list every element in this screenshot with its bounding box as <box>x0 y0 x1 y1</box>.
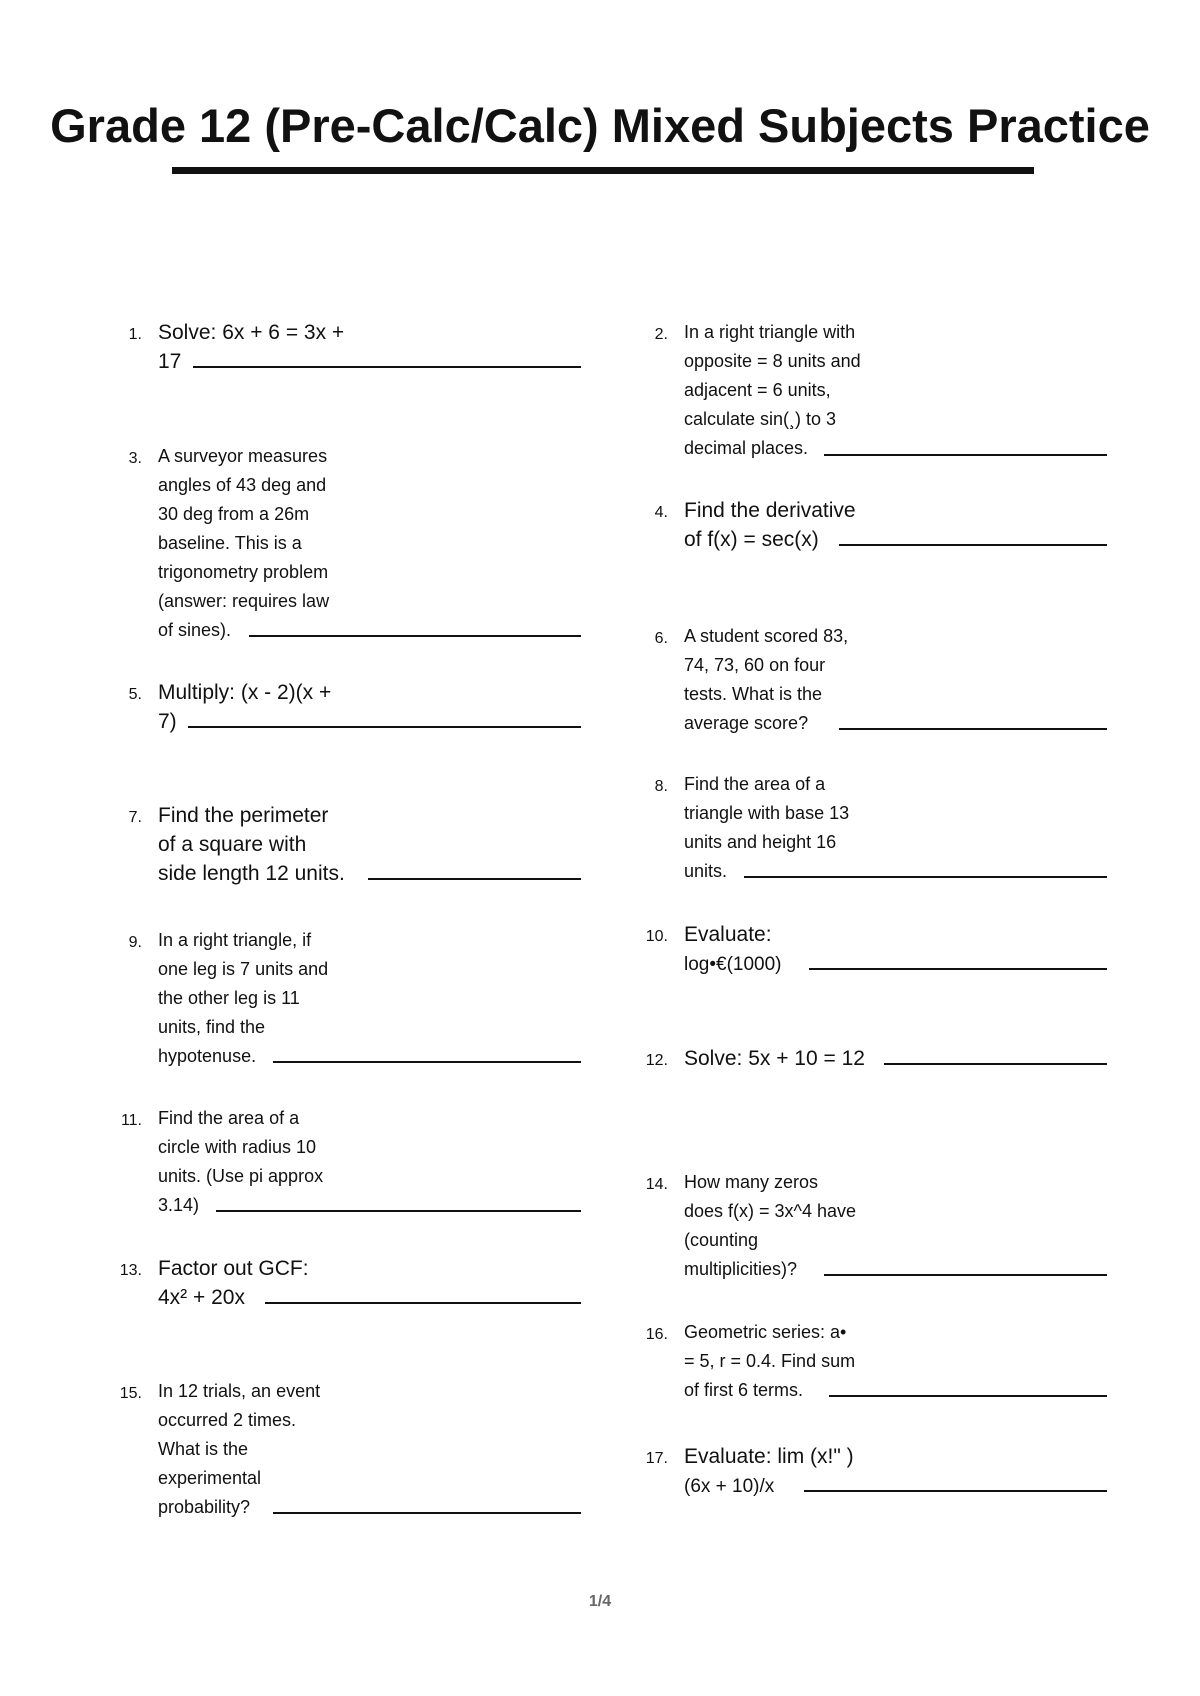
answer-blank[interactable] <box>273 1061 581 1063</box>
question-text-line: calculate sin(¸) to 3 <box>684 409 837 429</box>
question-13 <box>100 1254 591 1312</box>
question-text-line: decimal places. <box>684 438 809 458</box>
question-number: 16. <box>645 1326 668 1343</box>
question-12 <box>628 1044 1117 1075</box>
question-text-line: multiplicities)? <box>684 1259 798 1279</box>
answer-blank[interactable] <box>368 878 581 880</box>
question-text-line: (counting <box>684 1230 759 1250</box>
answer-blank[interactable] <box>839 544 1107 546</box>
page-indicator: 1/4 <box>588 1593 612 1610</box>
question-number: 3. <box>128 450 142 467</box>
question-text-line: Evaluate: <box>684 923 772 946</box>
question-17 <box>628 1442 1117 1501</box>
question-text-line: does f(x) = 3x^4 have <box>684 1201 857 1221</box>
answer-blank[interactable] <box>249 635 581 637</box>
question-number: 17. <box>645 1450 668 1467</box>
question-text-line: units. <box>684 861 728 881</box>
question-text-line: 74, 73, 60 on four <box>684 655 826 675</box>
question-text-line: opposite = 8 units and <box>684 351 861 371</box>
question-text-line: one leg is 7 units and <box>158 959 329 979</box>
answer-blank[interactable] <box>804 1490 1107 1492</box>
question-text-line: of first 6 terms. <box>684 1380 804 1400</box>
question-number: 8. <box>654 778 668 795</box>
question-text-line: of a square with <box>158 833 307 856</box>
question-text-line: 7) <box>158 710 177 733</box>
question-5 <box>100 678 591 736</box>
question-text-line: of f(x) = sec(x) <box>684 528 819 551</box>
question-text-line: Geometric series: a• <box>684 1322 847 1342</box>
question-number: 6. <box>654 630 668 647</box>
question-number: 5. <box>128 686 142 703</box>
question-text-line: A surveyor measures <box>158 446 328 466</box>
question-text-line: Find the derivative <box>684 499 856 522</box>
question-text-line: triangle with base 13 <box>684 803 850 823</box>
answer-blank[interactable] <box>884 1063 1107 1065</box>
question-2 <box>628 318 1117 463</box>
question-text-line: Multiply: (x - 2)(x + <box>158 681 332 704</box>
question-1 <box>100 318 591 376</box>
question-number: 1. <box>128 326 142 343</box>
question-number: 12. <box>645 1052 668 1069</box>
answer-blank[interactable] <box>744 876 1107 878</box>
answer-blank[interactable] <box>188 726 581 728</box>
question-text-line: average score? <box>684 713 809 733</box>
question-text-line: = 5, r = 0.4. Find sum <box>684 1351 856 1371</box>
question-text-line: Find the area of a <box>684 774 826 794</box>
question-text-line: 30 deg from a 26m <box>158 504 310 524</box>
question-text-line: angles of 43 deg and <box>158 475 327 495</box>
question-text-line: In a right triangle with <box>684 322 856 342</box>
question-text-line: In a right triangle, if <box>158 930 312 950</box>
question-text-line: side length 12 units. <box>158 862 345 885</box>
question-text-line: What is the <box>158 1439 249 1459</box>
question-7 <box>100 801 591 888</box>
question-14 <box>628 1168 1117 1284</box>
question-text-line: Find the area of a <box>158 1108 300 1128</box>
page-title: Grade 12 (Pre-Calc/Calc) Mixed Subjects Practice <box>50 99 1150 152</box>
question-text-line: Solve: 6x + 6 = 3x + <box>158 321 345 344</box>
question-text-line: units, find the <box>158 1017 266 1037</box>
question-text-line: experimental <box>158 1468 262 1488</box>
answer-blank[interactable] <box>824 454 1107 456</box>
question-4 <box>628 496 1117 554</box>
question-number: 10. <box>645 928 668 945</box>
question-11 <box>100 1104 591 1220</box>
question-16 <box>628 1318 1117 1405</box>
question-text-line: trigonometry problem <box>158 562 329 582</box>
question-text-line: 17 <box>158 350 182 373</box>
question-text-line: tests. What is the <box>684 684 823 704</box>
question-text-line: Factor out GCF: <box>158 1257 309 1280</box>
question-text-line: 4x² + 20x <box>158 1286 245 1309</box>
question-text-line: Solve: 5x + 10 = 12 <box>684 1047 865 1070</box>
question-text-line: Find the perimeter <box>158 804 329 827</box>
question-number: 4. <box>654 504 668 521</box>
question-text-line: How many zeros <box>684 1172 819 1192</box>
question-number: 9. <box>128 934 142 951</box>
answer-blank[interactable] <box>216 1210 581 1212</box>
question-text-line: 3.14) <box>158 1195 200 1215</box>
question-number: 14. <box>645 1176 668 1193</box>
question-text-line: of sines). <box>158 620 232 640</box>
question-3 <box>100 442 591 645</box>
question-text-line: circle with radius 10 <box>158 1137 317 1157</box>
question-text-line: In 12 trials, an event <box>158 1381 321 1401</box>
question-text-line: hypotenuse. <box>158 1046 257 1066</box>
question-number: 13. <box>119 1262 142 1279</box>
question-text-line: adjacent = 6 units, <box>684 380 831 400</box>
answer-blank[interactable] <box>829 1395 1107 1397</box>
answer-blank[interactable] <box>193 366 581 368</box>
answer-blank[interactable] <box>839 728 1107 730</box>
question-text-line: occurred 2 times. <box>158 1410 297 1430</box>
question-15 <box>100 1377 591 1522</box>
question-number: 7. <box>128 809 142 826</box>
question-number: 11. <box>120 1112 142 1129</box>
question-number: 15. <box>119 1385 142 1402</box>
question-10 <box>628 920 1117 979</box>
question-9 <box>100 926 591 1071</box>
question-8 <box>628 770 1117 886</box>
answer-blank[interactable] <box>273 1512 581 1514</box>
question-text-line: probability? <box>158 1497 251 1517</box>
answer-blank[interactable] <box>265 1302 581 1304</box>
question-text-line: Evaluate: lim (x!" ) <box>684 1445 854 1468</box>
question-text-line: units and height 16 <box>684 832 837 852</box>
title-underline <box>172 167 1034 174</box>
question-text-line: baseline. This is a <box>158 533 302 553</box>
question-6 <box>628 622 1117 738</box>
question-text-line: A student scored 83, <box>684 626 849 646</box>
question-text-line: units. (Use pi approx <box>158 1166 324 1186</box>
answer-blank[interactable] <box>824 1274 1107 1276</box>
answer-blank[interactable] <box>809 968 1107 970</box>
question-text-line: (6x + 10)/x <box>684 1476 775 1497</box>
question-text-line: the other leg is 11 <box>158 988 300 1008</box>
question-text-line: (answer: requires law <box>158 591 330 611</box>
question-text-line: log•€(1000) <box>684 954 782 975</box>
question-number: 2. <box>654 326 668 343</box>
